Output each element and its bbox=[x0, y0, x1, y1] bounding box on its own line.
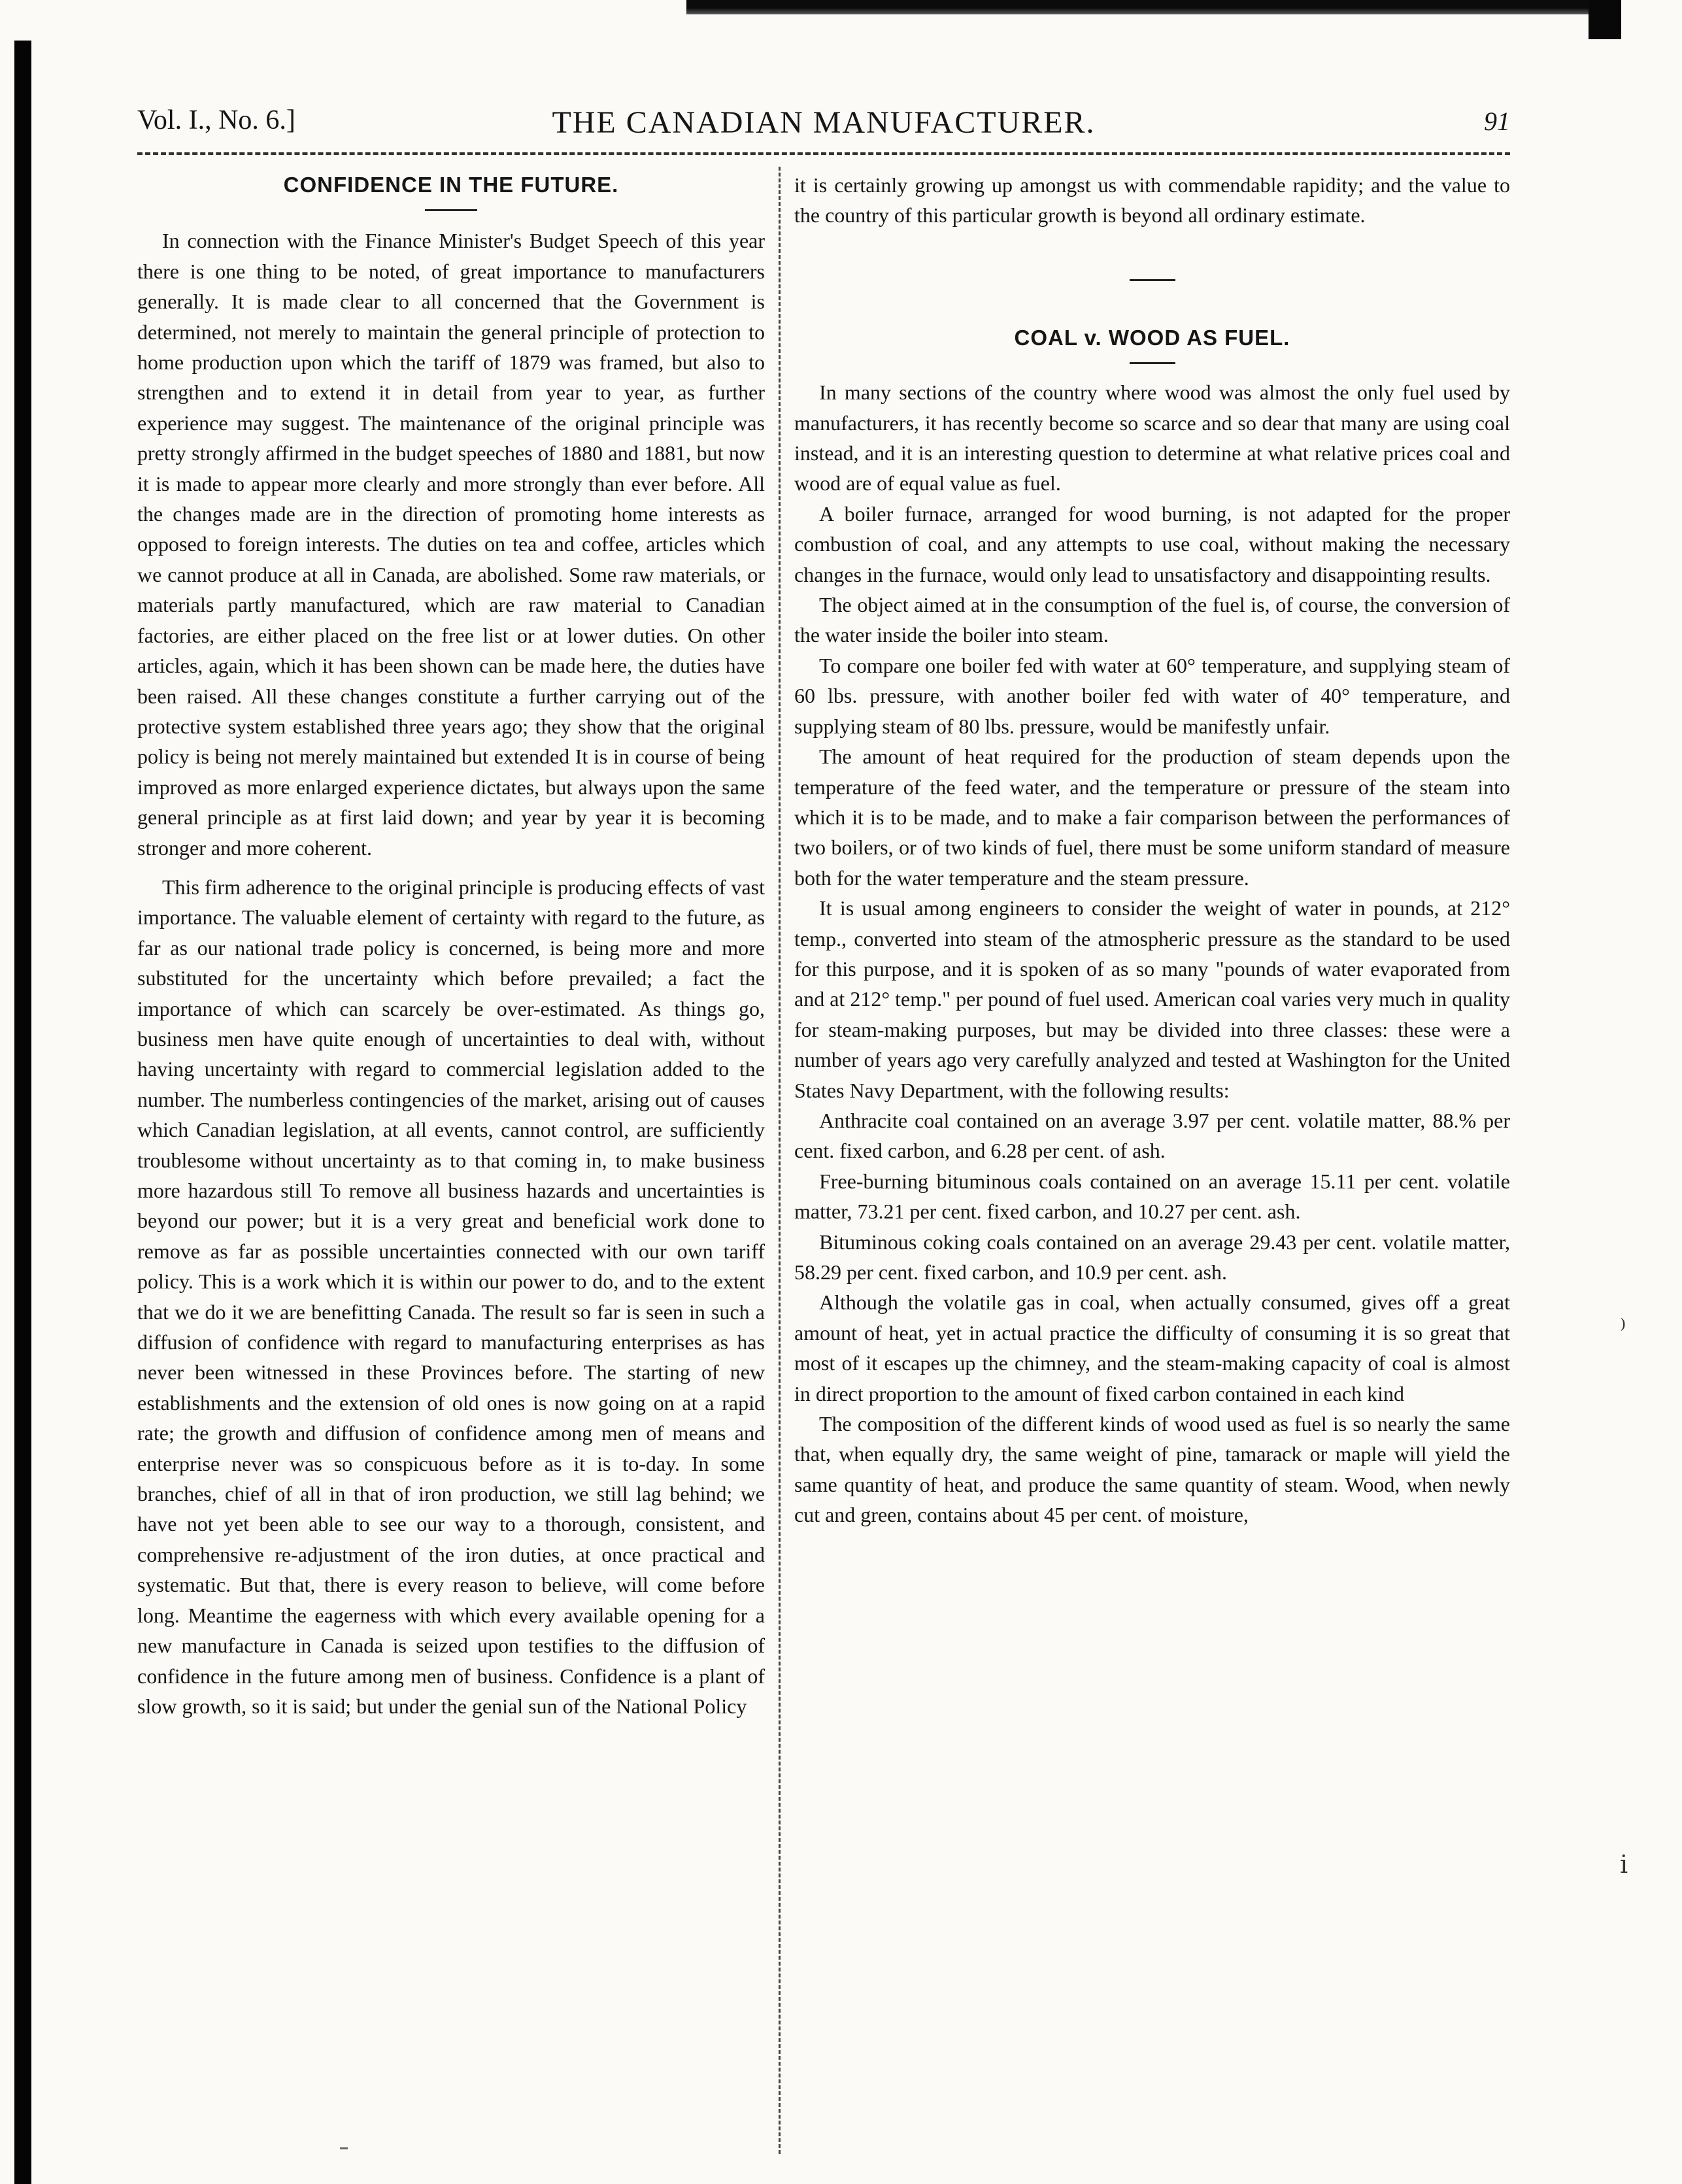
article-paragraph: Although the volatile gas in coal, when actually consumed, gives off a great amount of heat, yet in actual practice the difficulty of consuming it is so great that most of it escapes up the chimney, and the steam-making capacity of coal is almost in direct proportion to the amount of fixed carbon contained in each kind bbox=[794, 1290, 1510, 1405]
section-gap bbox=[794, 231, 1510, 270]
article-paragraph: A boiler furnace, arranged for wood burning, is not adapted for the proper combustion of coal, and any attempts to use coal, without making the necessary changes in the furnace, would only lead to unsatisfactory and disappointing results. bbox=[794, 501, 1510, 586]
heading-dash bbox=[425, 209, 477, 211]
article-paragraph: Free-burning bituminous coals contained on an average 15.11 per cent. volatile matter, 73.21 per cent. fixed carbon, and 10.27 per cent. ash. bbox=[794, 1169, 1510, 1224]
bottom-mark bbox=[340, 2147, 348, 2149]
paragraph-gap bbox=[137, 863, 765, 872]
article-paragraph: The composition of the different kinds of wood used as fuel is so nearly the same that, when equally dry, the same weight of pine, tamarack or maple will yield the same quantity of heat, and produce the same quantity of steam. Wood, when newly cut and green, contains about 45 per cent. of moisture, bbox=[794, 1412, 1510, 1527]
article-paragraph: Anthracite coal contained on an average 3.97 per cent. volatile matter, 88.% per cent. fixed carbon, and 6.28 per cent. of ash. bbox=[794, 1108, 1510, 1163]
publication-title: THE CANADIAN MANUFACTURER. bbox=[552, 105, 1096, 140]
volume-label: Vol. I., No. 6.] bbox=[137, 105, 295, 135]
article-paragraph: In many sections of the country where wood was almost the only fuel used by manufacturers, it has recently become so scarce and so dear that many are using coal instead, and it is an interesting question to determine at what relative prices coal and wood are of equal value as fuel. bbox=[794, 380, 1510, 496]
page-number: 91 bbox=[1484, 107, 1510, 136]
article-paragraph: To compare one boiler fed with water at 60° temperature, and supplying steam of 60 lbs. pressure, with another boiler fed with water of 40° temperature, and supplying steam of 80 lbs. pressure, would be manifestly unfair. bbox=[794, 653, 1510, 738]
column-rule bbox=[779, 167, 781, 2154]
left-column bbox=[137, 170, 765, 1721]
right-column bbox=[794, 170, 1510, 1530]
page-header bbox=[137, 105, 1510, 144]
article-paragraph: In connection with the Finance Minister's Budget Speech of this year there is one thing to be noted, of great importance to manufacturers generally. It is made clear to all concerned that the Government is determined, not merely to maintain the general principle of protection to home production upon which the tariff of 1879 was framed, but also to strengthen and to extend it in detail from year to year, as further experience may suggest. The maintenance of the original principle was pretty strongly affirmed in the budget speeches of 1880 and 1881, but now it is made to appear more clearly and more strongly than ever before. All the changes made are in the direction of promoting home interests as opposed to foreign interests. The duties on tea and coffee, articles which we cannot produce at all in Canada, are abolished. Some raw materials, or materials partly manufactured, which are raw material to Canadian factories, are either placed on the free list or at lower duties. On other articles, again, which it has been shown can be made here, the duties have been raised. All these changes constitute a further carrying out of the protective system established three years ago; they show that the original policy is being not merely maintained but extended It is in course of being improved as more enlarged experience dictates, but always upon the same general principle as at first laid down; and year by year it is becoming stronger and more coherent. bbox=[137, 229, 765, 860]
scan-corner bbox=[1589, 0, 1621, 39]
margin-mark: ⁾ bbox=[1620, 1315, 1626, 1343]
section-dash bbox=[1130, 279, 1175, 281]
margin-mark: ⅰ bbox=[1620, 1851, 1628, 1879]
article-paragraph: The amount of heat required for the production of steam depends upon the temperature of the feed water, and the temperature or pressure of the steam into which it is to be made, and to make a fair comparison between the performances of two boilers, or of two kinds of fuel, there must be some uniform standard of measure both for the water temperature and the steam pressure. bbox=[794, 745, 1510, 890]
article-heading: CONFIDENCE IN THE FUTURE. bbox=[283, 173, 619, 197]
article-continuation: it is certainly growing up amongst us with commendable rapidity; and the value to the country of this particular growth is beyond all ordinary estimate. bbox=[794, 173, 1510, 227]
scan-edge-top bbox=[686, 0, 1602, 14]
section-gap bbox=[794, 294, 1510, 323]
scan-edge-left bbox=[14, 41, 31, 2184]
article-paragraph: Bituminous coking coals contained on an average 29.43 per cent. volatile matter, 58.29 per cent. fixed carbon, and 10.9 per cent. ash. bbox=[794, 1230, 1510, 1284]
article-paragraph: It is usual among engineers to consider the weight of water in pounds, at 212° temp., converted into steam of the atmospheric pressure as the standard to be used for this purpose, and it is spoken of as so many "pounds of water evaporated from and at 212° temp." per pound of fuel used. American coal varies very much in quality for steam-making purposes, but may be divided into three classes: these were a number of years ago very carefully analyzed and tested at Washington for the United States Navy Department, with the following results: bbox=[794, 896, 1510, 1102]
article-paragraph: The object aimed at in the consumption of the fuel is, of course, the conversion of the water inside the boiler into steam. bbox=[794, 593, 1510, 647]
article-paragraph: This firm adherence to the original principle is producing effects of vast importance. The valuable element of certainty with regard to the future, as far as our national trade policy is concerned, is being more and more substituted for the uncertainty which before prevailed; a fact the importance of which can scarcely be over-estimated. As things go, business men have quite enough of uncertainties to deal with, without having uncertainty with regard to commercial legislation added to the number. The numberless contingencies of the market, arising out of causes which Canadian legislation, at all events, cannot control, are sufficiently troublesome without uncertainty as to that coming in, to make business more hazardous still To remove all business hazards and uncertainties is beyond our power; but it is a very great and beneficial work done to remove as far as possible uncertainties connected with our own tariff policy. This is a work which it is within our power to do, and to the extent that we do it we are benefitting Canada. The result so far is seen in such a diffusion of confidence with regard to manufacturing enterprises as has never been witnessed in these Provinces before. The starting of new establishments and the extension of old ones is now going on at a rapid rate; the growth and diffusion of confidence among men of means and enterprise never was so conspicuous before as it is to-day. In some branches, chief of all in that of iron production, we still lag behind; we have not yet been able to see our way to a thorough, consistent, and comprehensive re-adjustment of the iron duties, at once practical and systematic. But that, there is every reason to believe, will come before long. Meantime the eagerness with which every available opening for a new manufacture in Canada is seized upon testifies to the diffusion of confidence in the future among men of business. Confidence is a plant of slow growth, so it is said; but under the genial sun of the National Policy bbox=[137, 875, 765, 1718]
article-heading: COAL v. WOOD AS FUEL. bbox=[1014, 325, 1290, 350]
heading-dash bbox=[1130, 362, 1175, 364]
header-rule bbox=[137, 152, 1510, 155]
